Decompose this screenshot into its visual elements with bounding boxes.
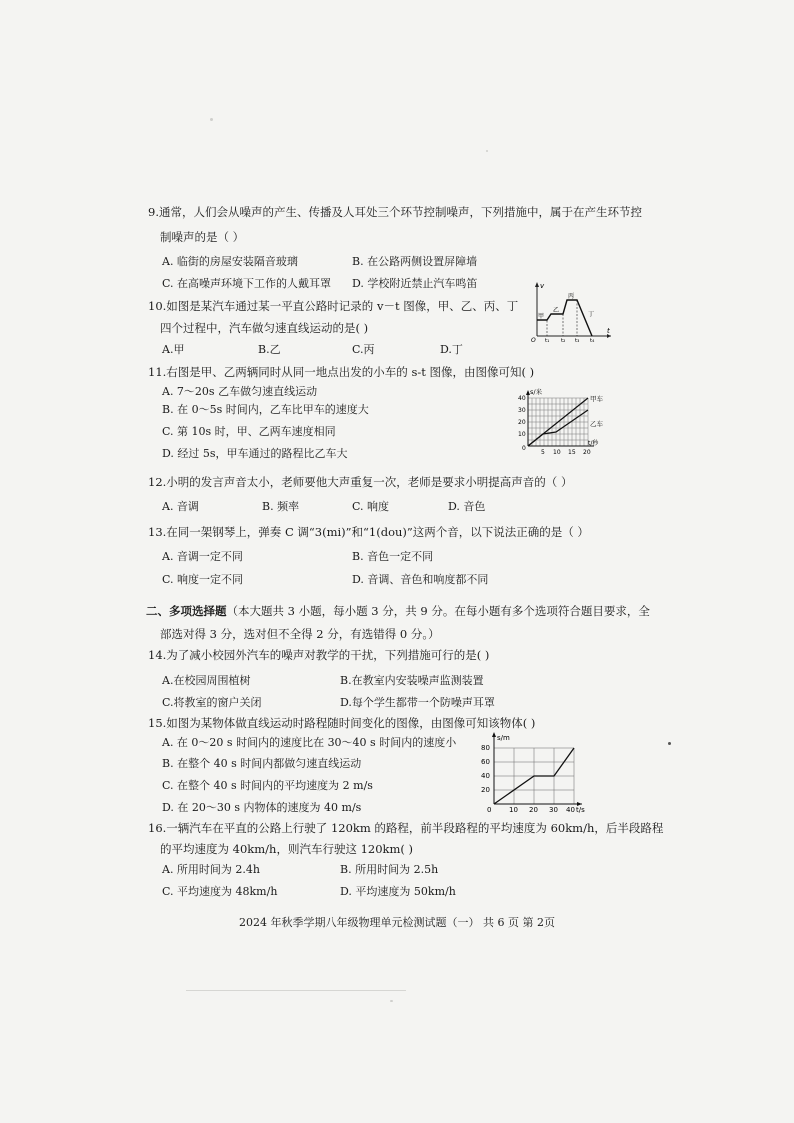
q16-option-c: C. 平均速度为 48km/h <box>162 885 278 898</box>
section2-desc-line2: 部选对得 3 分，选对但不全得 2 分，有选错得 0 分。） <box>160 627 440 641</box>
q13-option-a: A. 音调一定不同 <box>162 550 243 563</box>
st-y-tick-20: 20 <box>518 419 526 426</box>
q9-stem-line1: 9.通常，人们会从噪声的产生、传播及人耳处三个环节控制噪声，下列措施中，属于在产生环节控 <box>148 205 642 219</box>
s-x-tick-30: 30 <box>549 806 558 814</box>
q11-option-b: B. 在 0～5s 时间内，乙车比甲车的速度大 <box>162 403 369 416</box>
vt-t3-label: t₃ <box>575 338 580 342</box>
st-y-tick-10: 10 <box>518 431 526 438</box>
q14-option-d: D.每个学生都带一个防噪声耳罩 <box>340 696 495 709</box>
q12-option-b: B. 频率 <box>262 500 300 513</box>
vt-v-arrow <box>535 282 539 287</box>
st-x-tick-15: 15 <box>568 449 576 456</box>
st-y-label: s/米 <box>530 388 543 396</box>
q16-stem-line2: 的平均速度为 40km/h，则汽车行驶这 120km( ) <box>160 842 414 856</box>
q15-option-b: B. 在整个 40 s 时间内都做匀速直线运动 <box>162 757 362 770</box>
q9-option-d: D. 学校附近禁止汽车鸣笛 <box>352 277 478 290</box>
vt-stage-ding: 丁 <box>588 311 595 318</box>
q15-option-a: A. 在 0～20 s 时间内的速度比在 30～40 s 时间内的速度小 <box>162 736 457 749</box>
vt-stage-bing: 丙 <box>568 293 575 300</box>
st-x-label: t/秒 <box>588 440 599 447</box>
q15-option-c: C. 在整个 40 s 时间内的平均速度为 2 m/s <box>162 779 373 792</box>
vt-t4-label: t₄ <box>590 338 595 342</box>
section2-heading-line <box>146 603 650 619</box>
st-x-tick-5: 5 <box>541 449 545 456</box>
q10-stem-line1: 10.如图是某汽车通过某一平直公路时记录的 v－t 图像，甲、乙、丙、丁 <box>148 299 519 313</box>
vt-stage-yi: 乙 <box>553 307 560 314</box>
s-x-tick-20: 20 <box>529 806 538 814</box>
st-y-tick-0: 0 <box>522 445 526 452</box>
vt-v-label: v <box>540 282 545 290</box>
q15-option-d: D. 在 20～30 s 内物体的速度为 40 m/s <box>162 801 362 814</box>
page-footer: 2024 年秋季学期八年级物理单元检测试题（一） 共 6 页 第 2页 <box>239 916 555 929</box>
q14-option-b: B.在教室内安装噪声监测装置 <box>340 674 484 687</box>
print-speck <box>486 150 488 152</box>
q13-stem-line1: 13.在同一架钢琴上，弹奏 C 调“3(mi)”和“1(dou)”这两个音，以下说法正确的是（ ） <box>148 525 589 539</box>
s-y-tick-40: 40 <box>481 772 490 780</box>
st-x-tick-20: 20 <box>583 449 591 456</box>
s-y-label: s/m <box>497 734 510 742</box>
section2-desc: （本大题共 3 小题，每小题 3 分，共 9 分。在每小题有多个选项符合题目要求，全 <box>226 604 650 618</box>
print-speck <box>668 742 671 745</box>
vt-origin-label: O <box>531 337 536 342</box>
s-y-tick-80: 80 <box>481 744 490 752</box>
q13-option-b: B. 音色一定不同 <box>352 550 434 563</box>
vt-t1-label: t₁ <box>545 338 550 342</box>
q11-option-d: D. 经过 5s，甲车通过的路程比乙车大 <box>162 447 348 460</box>
q12-option-d: D. 音色 <box>448 500 486 513</box>
section2-title: 二、多项选择题 <box>146 604 227 618</box>
q12-stem-line1: 12.小明的发言声音太小，老师要他大声重复一次，老师是要求小明提高声音的（ ） <box>148 475 573 489</box>
st-graph <box>508 384 616 460</box>
s-y-arrow <box>492 732 496 737</box>
q13-option-c: C. 响度一定不同 <box>162 573 244 586</box>
s-x-tick-10: 10 <box>509 806 518 814</box>
q10-option-b: B.乙 <box>258 343 281 356</box>
q12-option-c: C. 响度 <box>352 500 390 513</box>
q14-option-a: A.在校园周围植树 <box>162 674 251 687</box>
q10-stem-line2: 四个过程中，汽车做匀速直线运动的是( ) <box>160 321 369 335</box>
scan-artifact-line <box>186 990 406 991</box>
st-x-tick-10: 10 <box>553 449 561 456</box>
st-y-tick-30: 30 <box>518 407 526 414</box>
vt-t2-label: t₂ <box>561 338 566 342</box>
q16-option-d: D. 平均速度为 50km/h <box>340 885 456 898</box>
q9-option-a: A. 临街的房屋安装隔音玻璃 <box>162 255 298 268</box>
q16-option-b: B. 所用时间为 2.5h <box>340 863 439 876</box>
print-speck <box>210 118 213 121</box>
print-speck <box>390 1000 393 1002</box>
q16-stem-line1: 16.一辆汽车在平直的公路上行驶了 120km 的路程，前半段路程的平均速度为 60km/h，后半段路程 <box>148 821 664 835</box>
q10-option-c: C.丙 <box>352 343 375 356</box>
s-origin: 0 <box>487 806 492 814</box>
st-y-tick-40: 40 <box>518 395 526 402</box>
q9-stem-line2: 制噪声的是（ ） <box>160 230 245 244</box>
q11-option-a: A. 7～20s 乙车做匀速直线运动 <box>162 385 318 398</box>
st-legend-yi: 乙车 <box>590 420 603 428</box>
s-x-tick-40: 40 <box>566 806 575 814</box>
s-x-label: t/s <box>576 806 585 814</box>
q15-stem-line1: 15.如图为某物体做直线运动时路程随时间变化的图像，由图像可知该物体( ) <box>148 716 536 730</box>
q10-option-a: A.甲 <box>162 343 185 356</box>
vt-t-label: t <box>607 327 610 335</box>
q11-stem-line1: 11.右图是甲、乙两辆同时从同一地点出发的小车的 s-t 图像，由图像可知( ) <box>148 365 535 379</box>
q16-option-a: A. 所用时间为 2.4h <box>162 863 261 876</box>
q9-option-c: C. 在高噪声环境下工作的人戴耳罩 <box>162 277 332 290</box>
vt-curve <box>537 300 595 336</box>
s-graph <box>478 730 590 814</box>
s-y-tick-20: 20 <box>481 786 490 794</box>
vt-stage-jia: 甲 <box>538 313 545 320</box>
q9-option-b: B. 在公路两侧设置屏障墙 <box>352 255 478 268</box>
q12-option-a: A. 音调 <box>162 500 199 513</box>
q14-stem-line1: 14.为了减小校园外汽车的噪声对教学的干扰，下列措施可行的是( ) <box>148 648 490 662</box>
vt-guide-t1 <box>537 320 547 336</box>
q13-option-d: D. 音调、音色和响度都不同 <box>352 573 489 586</box>
st-legend-jia: 甲车 <box>590 395 603 403</box>
q14-option-c: C.将教室的窗户关闭 <box>162 696 262 709</box>
vt-graph <box>528 280 614 342</box>
s-y-tick-60: 60 <box>481 758 490 766</box>
q10-option-d: D.丁 <box>440 343 463 356</box>
q11-option-c: C. 第 10s 时，甲、乙两车速度相同 <box>162 425 336 438</box>
